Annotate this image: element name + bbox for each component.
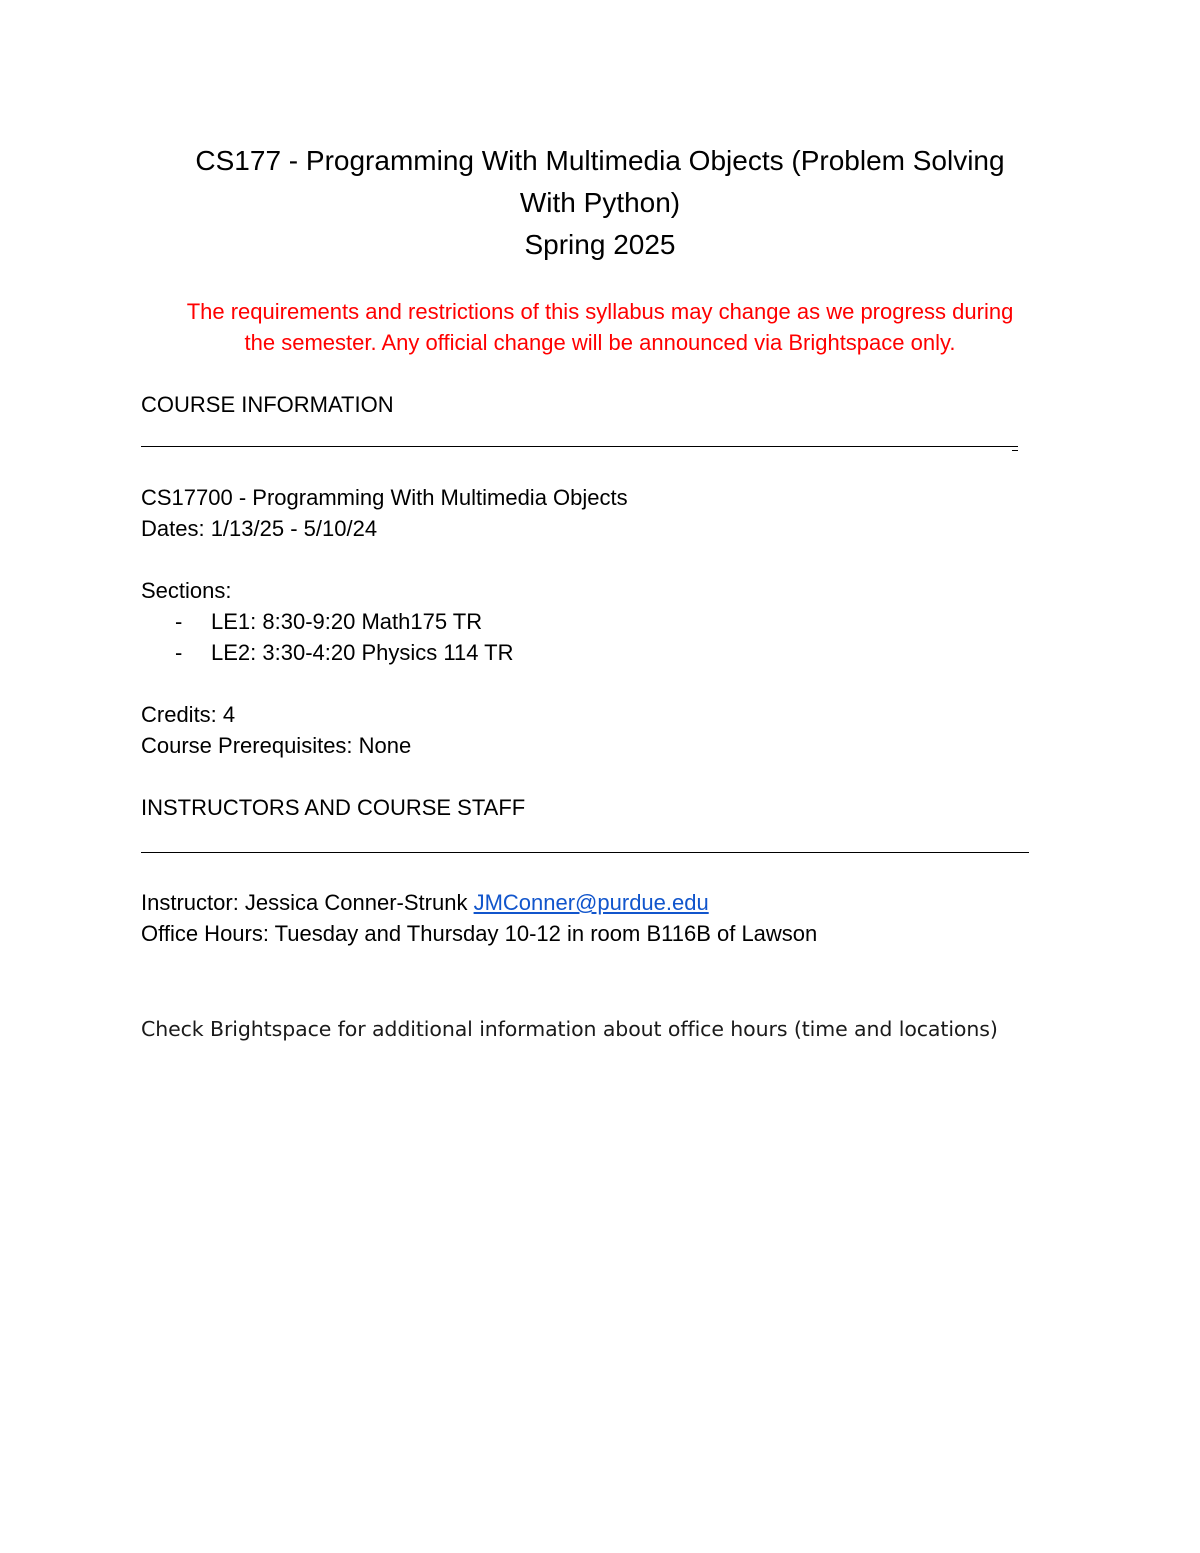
document-title [120, 140, 1080, 266]
section-item [175, 606, 482, 637]
notice-line-2: the semester. Any official change will be announced via Brightspace only. [244, 330, 956, 355]
office-hours: Office Hours: Tuesday and Thursday 10-12 in room B116B of Lawson [141, 921, 818, 946]
list-bullet: - [175, 640, 183, 665]
section-text: LE2: 3:30-4:20 Physics 114 TR [211, 640, 514, 665]
instructor-label: Instructor: Jessica Conner-Strunk [141, 890, 474, 915]
brightspace-note: Check Brightspace for additional information about office hours (time and locations) [141, 1017, 998, 1041]
section-divider [141, 446, 1018, 447]
section-text: LE1: 8:30-9:20 Math175 TR [211, 609, 483, 634]
staff-heading: INSTRUCTORS AND COURSE STAFF [141, 795, 526, 820]
title-line-2: With Python) [519, 187, 681, 218]
course-name: CS17700 - Programming With Multimedia Objects [141, 485, 628, 510]
list-bullet: - [175, 609, 183, 634]
sections-label: Sections: [141, 578, 232, 603]
course-dates: Dates: 1/13/25 - 5/10/24 [141, 516, 378, 541]
section-item [175, 637, 513, 668]
title-line-1: CS177 - Programming With Multimedia Objects (Problem Solving [195, 145, 1005, 176]
instructor-email-link[interactable]: JMConner@purdue.edu [473, 890, 709, 915]
notice-line-1: The requirements and restrictions of this syllabus may change as we progress during [186, 299, 1014, 324]
course-credits: Credits: 4 [141, 702, 236, 727]
section-divider [141, 852, 1029, 853]
instructor-line [141, 887, 709, 918]
course-prerequisites: Course Prerequisites: None [141, 733, 412, 758]
syllabus-change-notice [120, 296, 1080, 358]
course-information-heading: COURSE INFORMATION [141, 392, 394, 417]
divider-end-mark [1012, 450, 1018, 451]
title-semester: Spring 2025 [524, 229, 676, 260]
